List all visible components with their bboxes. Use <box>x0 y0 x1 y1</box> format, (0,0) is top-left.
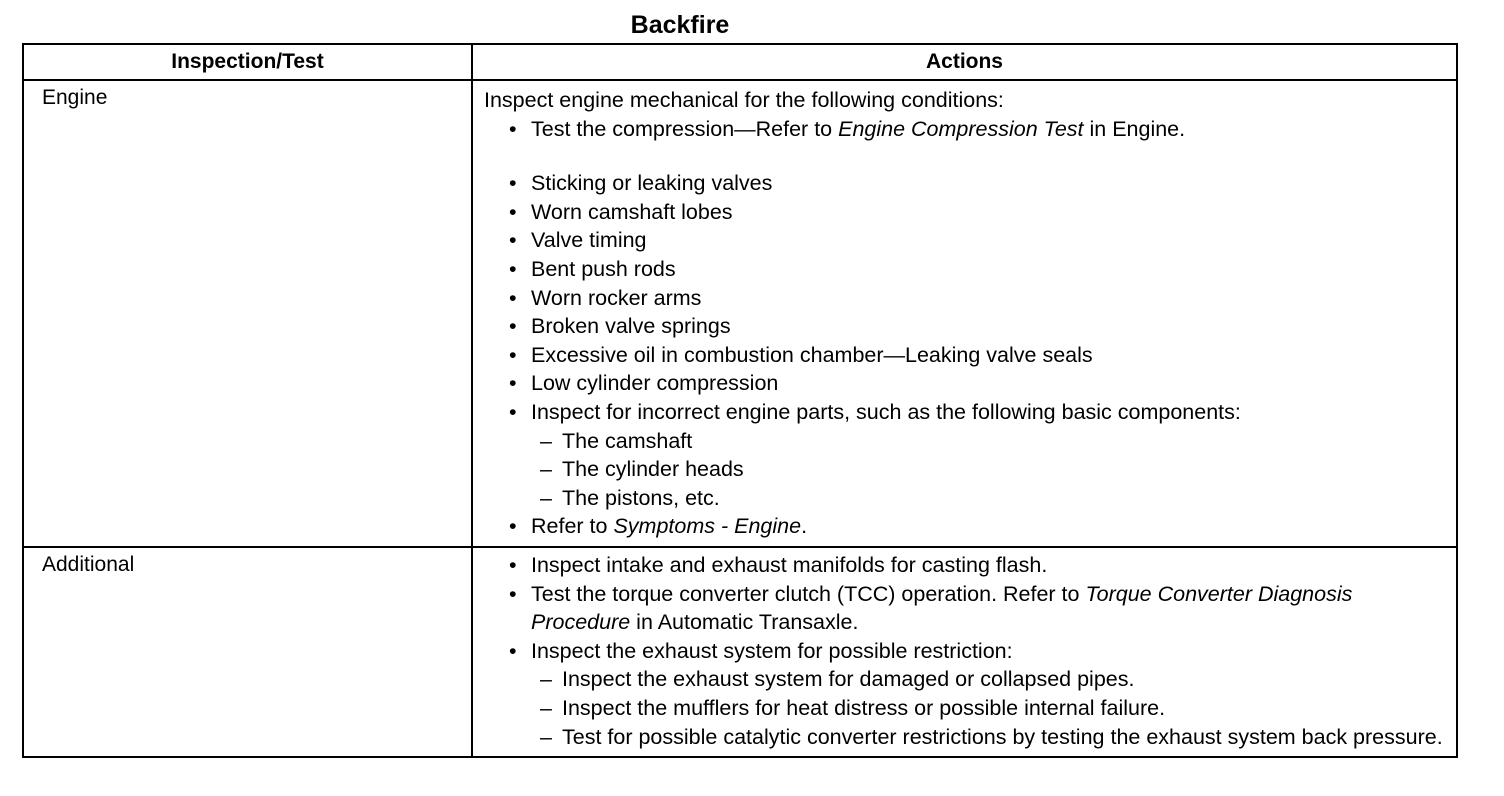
table-header-row <box>23 44 1457 80</box>
tcc-post: in Automatic Transaxle. <box>630 610 859 635</box>
sub-list-item: – The pistons, etc. <box>484 484 1456 513</box>
compression-post: in Engine. <box>1083 116 1186 141</box>
compression-pre: Test the compression—Refer to <box>531 116 839 141</box>
row-label-engine: Engine <box>42 86 108 109</box>
list-item: • Sticking or leaking valves <box>484 169 1456 198</box>
header-inspection-test: Inspection/Test <box>23 44 472 80</box>
row-label-additional: Additional <box>42 553 135 576</box>
row-label-cell <box>23 80 472 547</box>
list-item: • Excessive oil in combustion chamber—Leaking valve seals <box>484 341 1456 370</box>
page-title: Backfire <box>630 11 730 39</box>
table-row-additional <box>23 547 1457 757</box>
actions-cell-additional <box>472 547 1457 757</box>
list-item: • Low cylinder compression <box>484 369 1456 398</box>
torque-converter-link: Torque Converter Diagnosis Procedure <box>531 581 1353 635</box>
sub-list-item: – Inspect the exhaust system for damaged or collapsed pipes. <box>484 665 1456 694</box>
sub-list-item: – Test for possible catalytic converter restrictions by testing the exhaust system back pressure. <box>484 723 1456 752</box>
list-item: • Valve timing <box>484 226 1456 255</box>
symptoms-pre: Refer to <box>531 514 614 539</box>
tcc-pre: Test the torque converter clutch (TCC) operation. Refer to <box>531 581 1086 606</box>
actions-cell-engine <box>472 80 1457 547</box>
list-item-compression <box>484 115 1456 144</box>
header-actions: Actions <box>472 44 1457 80</box>
list-item: • Worn rocker arms <box>484 284 1456 313</box>
list-item: • Broken valve springs <box>484 312 1456 341</box>
row-label-cell <box>23 547 472 757</box>
list-item: • Inspect intake and exhaust manifolds for casting flash. <box>484 551 1456 580</box>
compression-test-link: Engine Compression Test <box>838 116 1084 141</box>
sub-list-item: – The camshaft <box>484 427 1456 456</box>
symptoms-engine-link: Symptoms - Engine <box>613 514 802 539</box>
additional-action-list <box>484 551 1456 751</box>
list-item-tcc <box>484 580 1456 637</box>
list-item: • Worn camshaft lobes <box>484 198 1456 227</box>
engine-intro: Inspect engine mechanical for the following conditions: <box>484 88 1004 112</box>
list-item-symptoms <box>484 512 1456 541</box>
list-item: • Inspect for incorrect engine parts, such as the following basic components: <box>484 398 1456 427</box>
table-row-engine <box>23 80 1457 547</box>
sub-list-item: – Inspect the mufflers for heat distress or possible internal failure. <box>484 694 1456 723</box>
list-item: • Bent push rods <box>484 255 1456 284</box>
list-item: • Inspect the exhaust system for possible restriction: <box>484 637 1456 666</box>
diagnosis-table <box>22 43 1458 758</box>
engine-action-list <box>484 115 1456 541</box>
sub-list-item: – The cylinder heads <box>484 455 1456 484</box>
symptoms-post: . <box>801 514 808 539</box>
